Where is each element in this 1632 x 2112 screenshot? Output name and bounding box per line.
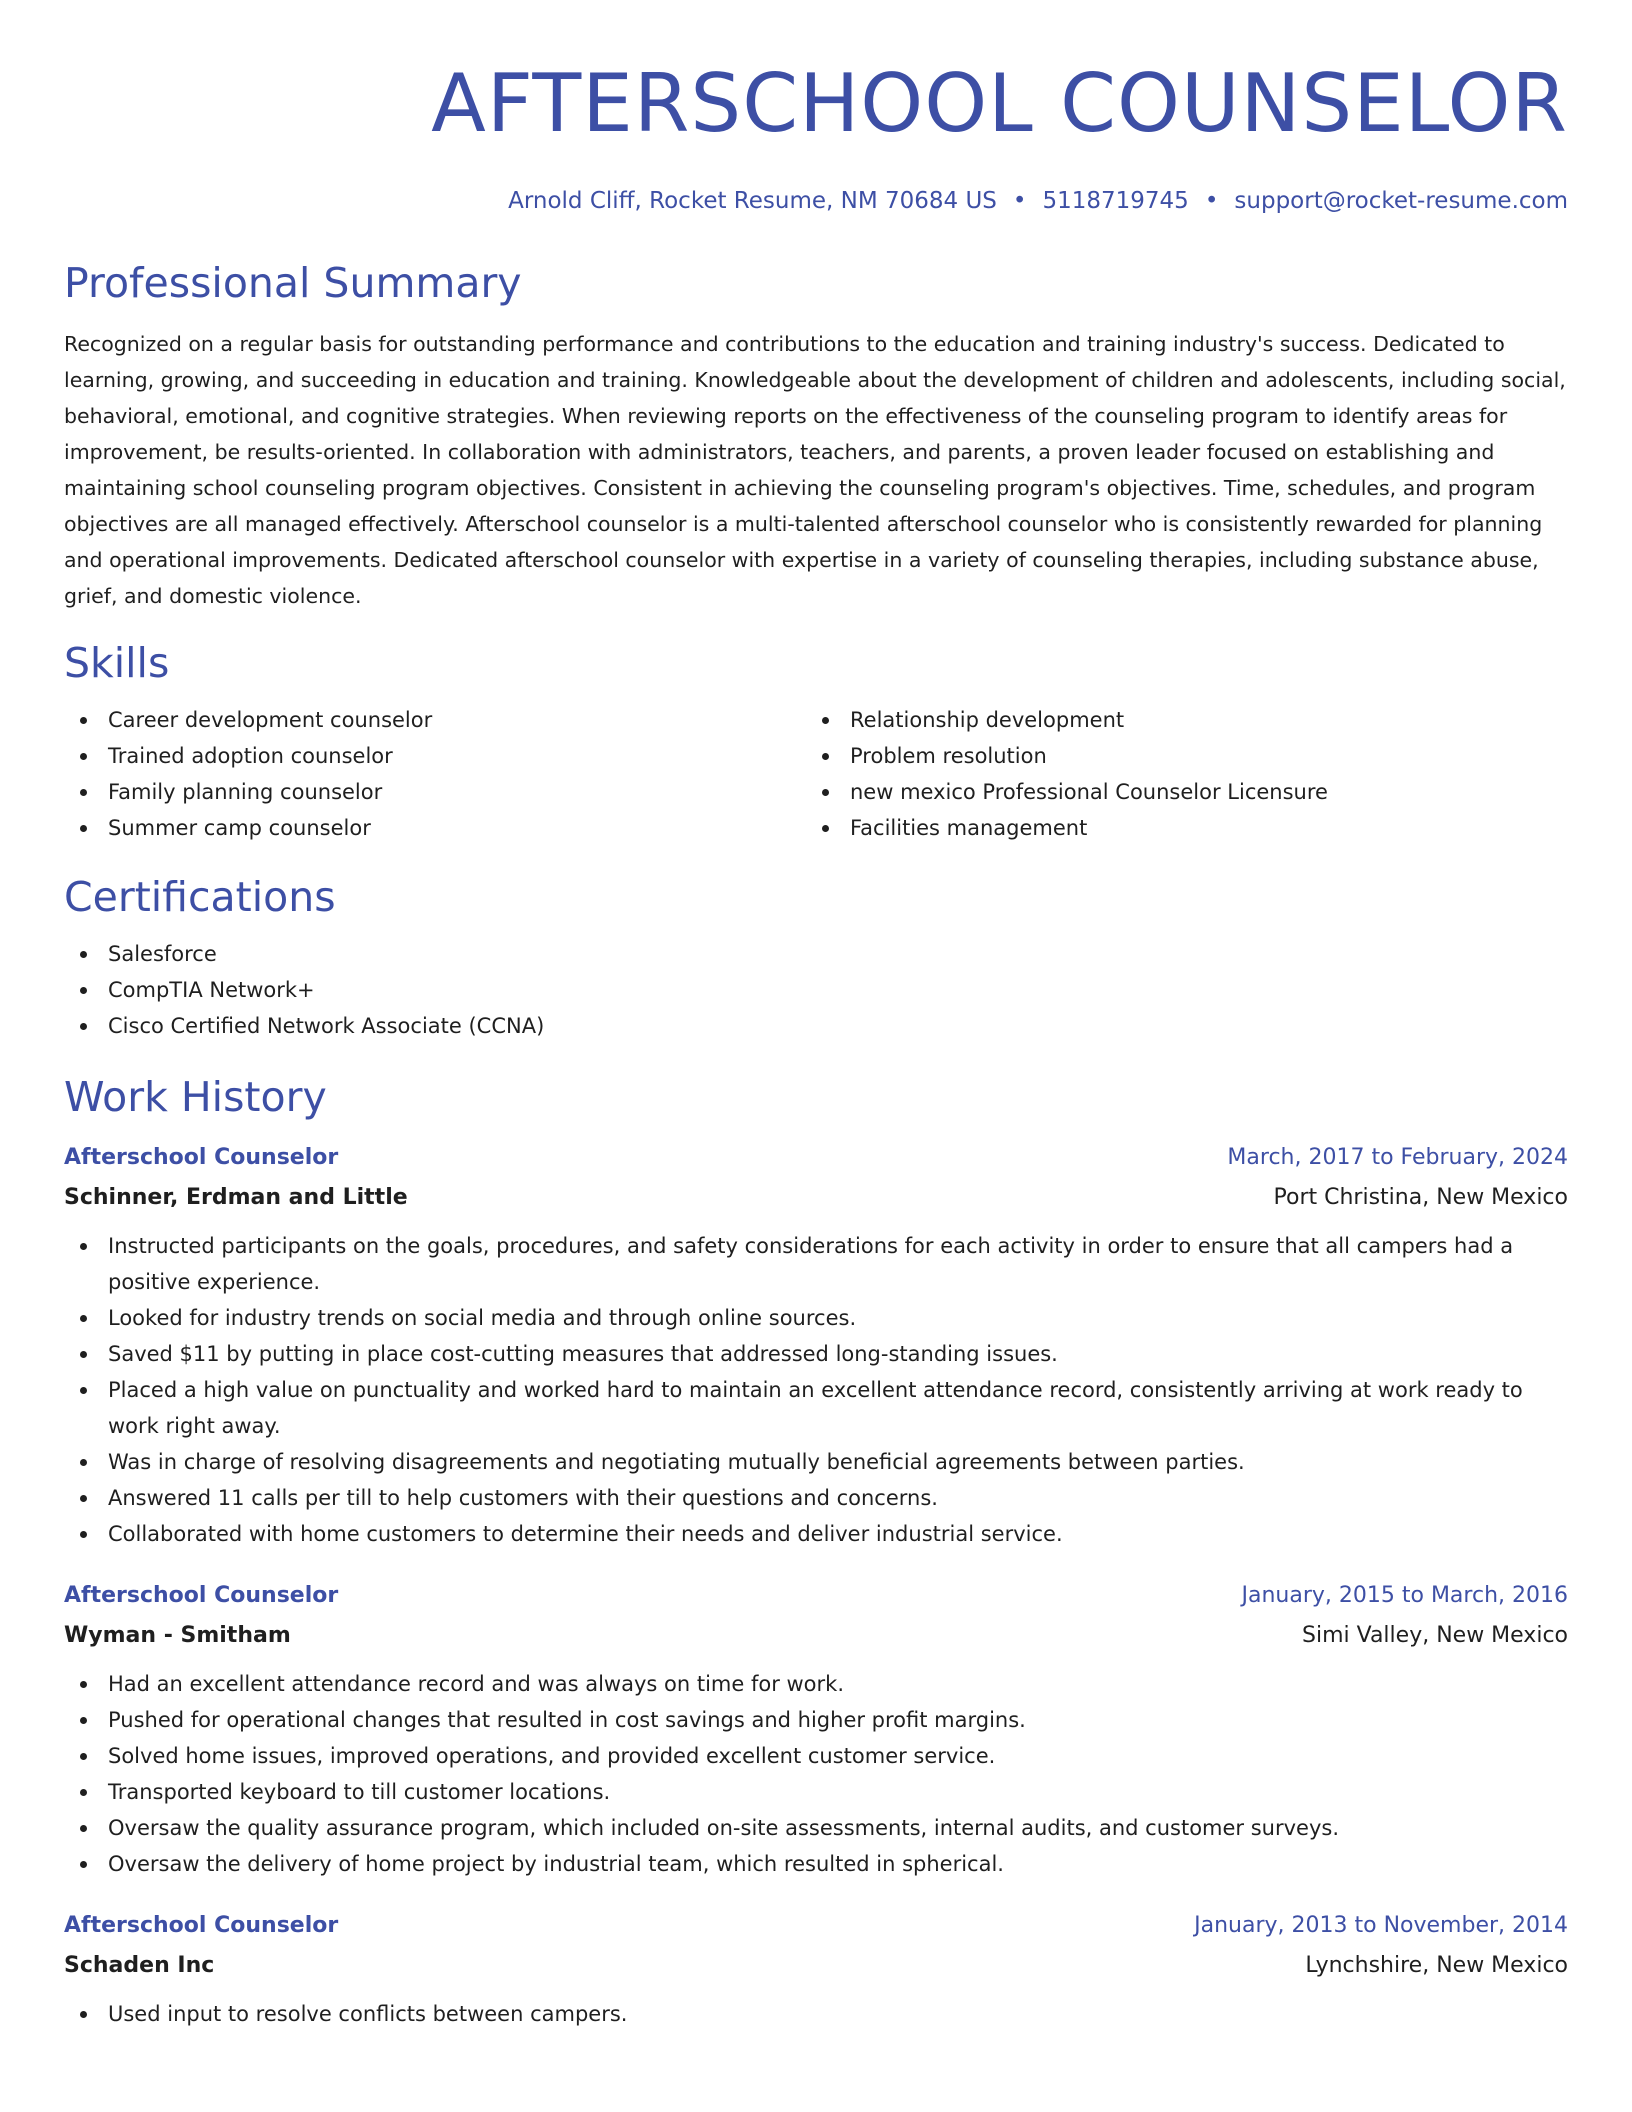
job-location: Simi Valley, New Mexico bbox=[1302, 1623, 1568, 1648]
professional-summary-section bbox=[64, 258, 1568, 614]
job-dates: March, 2017 to February, 2024 bbox=[1227, 1145, 1568, 1170]
job-bullet: Instructed participants on the goals, procedures, and safety considerations for each activity in order to ensure that all campers had a positive experience. bbox=[64, 1228, 1568, 1300]
job-bullet: Pushed for operational changes that resulted in cost savings and higher profit margins. bbox=[64, 1702, 1568, 1738]
certification-item: Cisco Certified Network Associate (CCNA) bbox=[64, 1008, 1568, 1044]
job-bullets bbox=[64, 1666, 1568, 1882]
skill-item: Relationship development bbox=[806, 702, 1548, 738]
skills-list-right bbox=[806, 702, 1548, 846]
job-title: Afterschool Counselor bbox=[64, 1583, 339, 1608]
job-bullet: Answered 11 calls per till to help customers with their questions and concerns. bbox=[64, 1480, 1568, 1516]
certifications-list bbox=[64, 936, 1568, 1044]
job-bullet: Oversaw the quality assurance program, which included on-site assessments, internal audits, and customer surveys. bbox=[64, 1810, 1568, 1846]
job-bullet: Collaborated with home customers to determine their needs and deliver industrial service. bbox=[64, 1516, 1568, 1552]
section-heading-summary: Professional Summary bbox=[64, 259, 522, 307]
job-company: Wyman - Smitham bbox=[64, 1623, 291, 1648]
summary-text: Recognized on a regular basis for outstanding performance and contributions to the education and training industry's success. Dedicated to learning, growing, and succeeding in education and training. Knowledgeable about the development of children and adolescents, including social, behavioral, emotional, and cognitive strategies. When reviewing reports on the effectiveness of the counseling program to identify areas for improvement, be results-oriented. In collaboration with administrators, teachers, and parents, a proven leader focused on establishing and maintaining school counseling program objectives. Consistent in achieving the counseling program's objectives. Time, schedules, and program objectives are all managed effectively. Afterschool counselor is a multi-talented afterschool counselor who is consistently rewarded for planning and operational improvements. Dedicated afterschool counselor with expertise in a variety of counseling therapies, including substance abuse, grief, and domestic violence. bbox=[64, 332, 1566, 608]
certification-item: Salesforce bbox=[64, 936, 1568, 972]
job-bullet: Solved home issues, improved operations, and provided excellent customer service. bbox=[64, 1738, 1568, 1774]
job-entry bbox=[64, 1138, 1568, 1552]
job-bullet: Placed a high value on punctuality and worked hard to maintain an excellent attendance record, consistently arriving at work ready to work right away. bbox=[64, 1372, 1568, 1444]
skill-item: Summer camp counselor bbox=[64, 810, 806, 846]
certifications-section bbox=[64, 872, 1568, 1044]
job-dates: January, 2015 to March, 2016 bbox=[1241, 1583, 1568, 1608]
job-dates: January, 2013 to November, 2014 bbox=[1194, 1913, 1568, 1938]
job-bullet: Transported keyboard to till customer locations. bbox=[64, 1774, 1568, 1810]
contact-email: support@rocket-resume.com bbox=[1234, 188, 1568, 214]
resume-title: AFTERSCHOOL COUNSELOR bbox=[431, 57, 1568, 150]
job-bullets bbox=[64, 1996, 1568, 2032]
job-bullets bbox=[64, 1228, 1568, 1552]
job-bullet: Looked for industry trends on social media and through online sources. bbox=[64, 1300, 1568, 1336]
skills-list-left bbox=[64, 702, 806, 846]
job-company: Schinner, Erdman and Little bbox=[64, 1185, 408, 1210]
skills-grid bbox=[64, 702, 1568, 846]
job-company: Schaden Inc bbox=[64, 1953, 215, 1978]
job-head-row bbox=[64, 1576, 1568, 1616]
section-heading-work-history: Work History bbox=[64, 1073, 327, 1121]
job-bullet: Was in charge of resolving disagreements and negotiating mutually beneficial agreements between parties. bbox=[64, 1444, 1568, 1480]
job-title: Afterschool Counselor bbox=[64, 1913, 339, 1938]
contact-phone: 5118719745 bbox=[1042, 188, 1189, 214]
certification-item: CompTIA Network+ bbox=[64, 972, 1568, 1008]
job-head-row bbox=[64, 1906, 1568, 1946]
job-location: Port Christina, New Mexico bbox=[1273, 1185, 1568, 1210]
job-bullet: Saved $11 by putting in place cost-cutting measures that addressed long-standing issues. bbox=[64, 1336, 1568, 1372]
job-entry bbox=[64, 1576, 1568, 1882]
job-bullet: Used input to resolve conflicts between campers. bbox=[64, 1996, 1568, 2032]
skill-item: Family planning counselor bbox=[64, 774, 806, 810]
skill-item: new mexico Professional Counselor Licensure bbox=[806, 774, 1548, 810]
job-company-row bbox=[64, 1178, 1568, 1218]
contact-separator: • bbox=[1012, 188, 1027, 214]
contact-separator: • bbox=[1204, 188, 1219, 214]
skill-item: Career development counselor bbox=[64, 702, 806, 738]
skill-item: Problem resolution bbox=[806, 738, 1548, 774]
section-heading-certifications: Certifications bbox=[64, 873, 336, 921]
job-company-row bbox=[64, 1946, 1568, 1986]
skills-section bbox=[64, 638, 1568, 846]
contact-line bbox=[64, 188, 1568, 214]
job-head-row bbox=[64, 1138, 1568, 1178]
job-bullet: Oversaw the delivery of home project by industrial team, which resulted in spherical. bbox=[64, 1846, 1568, 1882]
contact-address: Arnold Cliff, Rocket Resume, NM 70684 US bbox=[508, 188, 997, 214]
job-title: Afterschool Counselor bbox=[64, 1145, 339, 1170]
resume-header bbox=[64, 0, 1568, 214]
job-location: Lynchshire, New Mexico bbox=[1305, 1953, 1568, 1978]
resume-page bbox=[64, 0, 1568, 2032]
skill-item: Trained adoption counselor bbox=[64, 738, 806, 774]
job-entry bbox=[64, 1906, 1568, 2032]
skill-item: Facilities management bbox=[806, 810, 1548, 846]
work-history-section bbox=[64, 1072, 1568, 2032]
job-bullet: Had an excellent attendance record and was always on time for work. bbox=[64, 1666, 1568, 1702]
job-company-row bbox=[64, 1616, 1568, 1656]
section-heading-skills: Skills bbox=[64, 639, 170, 687]
